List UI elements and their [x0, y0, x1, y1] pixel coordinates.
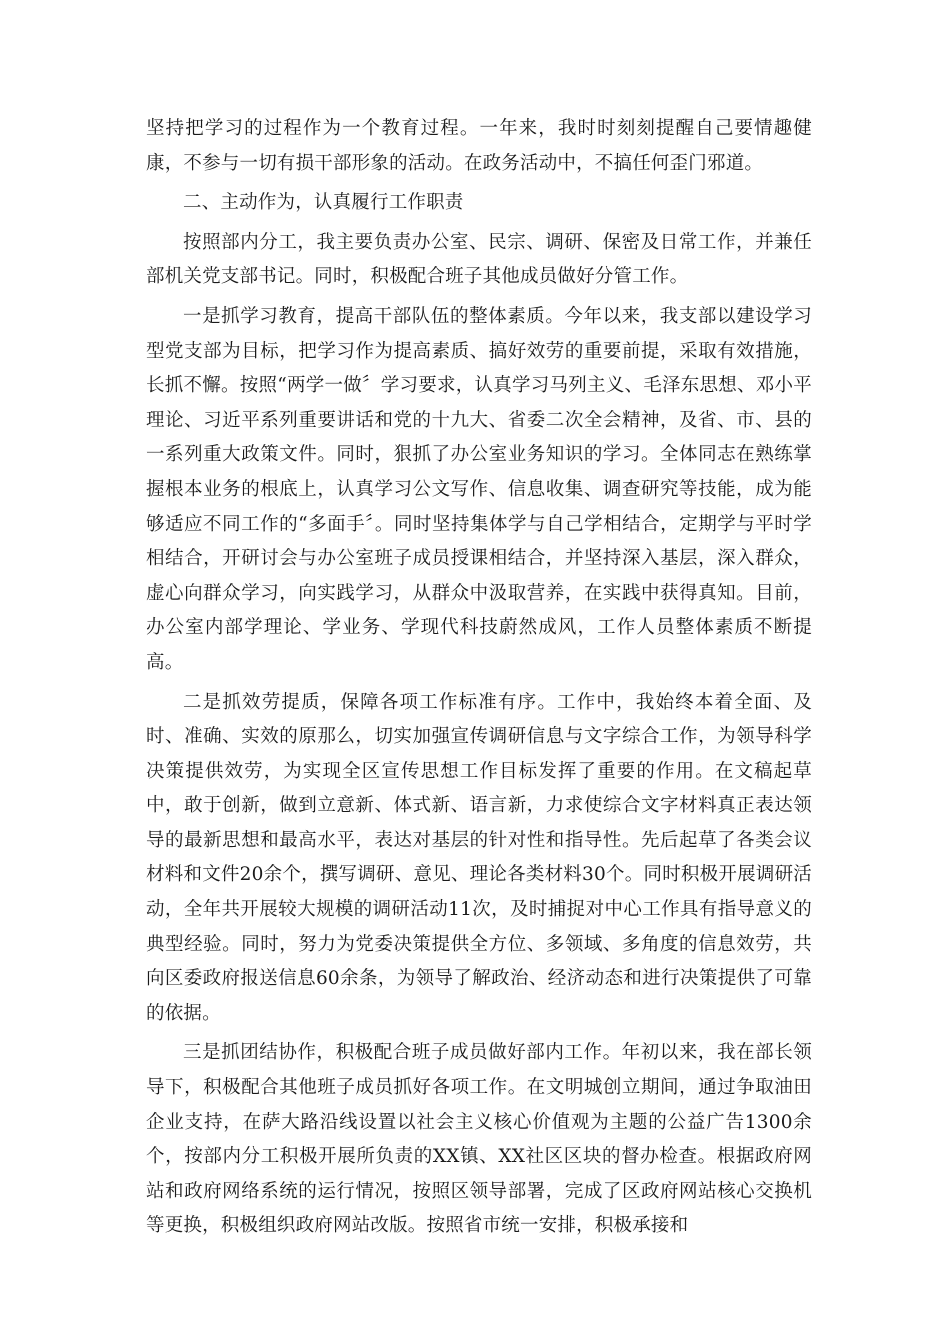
paragraph-study-education: 一是抓学习教育，提高干部队伍的整体素质。今年以来，我支部以建设学习型党支部为目标，把学习作为提高素质、搞好效劳的重要前提，采取有效措施，长抓不懈。按照“两学一做〞学习要求，认真学习马列主义、毛泽东思想、邓小平理论、习近平系列重要讲话和党的十九大、省委二次全会精神，及省、市、县的一系列重大政策文件。同时，狠抓了办公室业务知识的学习。全体同志在熟练掌握根本业务的根底上，认真学习公文写作、信息收集、调查研究等技能，成为能够适应不同工作的“多面手〞。同时坚持集体学与自己学相结合，定期学与平时学相结合，开研讨会与办公室班子成员授课相结合，并坚持深入基层，深入群众，虚心向群众学习，向实践学习，从群众中汲取营养，在实践中获得真知。目前，办公室内部学理论、学业务、学现代科技蔚然成风，工作人员整体素质不断提高。	[146, 305, 812, 673]
paragraph-service-quality: 二是抓效劳提质，保障各项工作标准有序。工作中，我始终本着全面、及时、准确、实效的原那么，切实加强宣传调研信息与文字综合工作，为领导科学决策提供效劳，为实现全区宣传思想工作目标发挥了重要的作用。在文稿起草中，敢于创新，做到立意新、体式新、语言新，力求使综合文字材料真正表达领导的最新思想和最高水平，表达对基层的针对性和指导性。先后起草了各类会议材料和文件20余个，撰写调研、意见、理论各类材料30个。同时积极开展调研活动，全年共开展较大规模的调研活动11次，及时捕捉对中心工作具有指导意义的典型经验。同时，努力为党委决策提供全方位、多领域、多角度的信息效劳，共向区委政府报送信息60余条，为领导了解政治、经济动态和进行决策提供了可靠的依据。	[146, 691, 812, 1024]
paragraph-teamwork: 三是抓团结协作，积极配合班子成员做好部内工作。年初以来，我在部长领导下，积极配合其他班子成员抓好各项工作。在文明城创立期间，通过争取油田企业支持，在萨大路沿线设置以社会主义核心价值观为主题的公益广告1300余个，按部内分工积极开展所负责的XX镇、XX社区区块的督办检查。根据政府网站和政府网络系统的运行情况，按照区领导部署，完成了区政府网站核心交换机等更换，积极组织政府网站改版。按照省市统一安排，积极承接和	[146, 1042, 812, 1237]
section-heading: 二、主动作为，认真履行工作职责	[183, 192, 464, 214]
document-body	[146, 112, 812, 1249]
paragraph-duties: 按照部内分工，我主要负责办公室、民宗、调研、保密及日常工作，并兼任部机关党支部书记。同时，积极配合班子其他成员做好分管工作。	[146, 231, 812, 288]
paragraph-intro-continuation: 坚持把学习的过程作为一个教育过程。一年来，我时时刻刻提醒自己要情趣健康，不参与一切有损干部形象的活动。在政务活动中，不搞任何歪门邪道。	[146, 118, 812, 174]
